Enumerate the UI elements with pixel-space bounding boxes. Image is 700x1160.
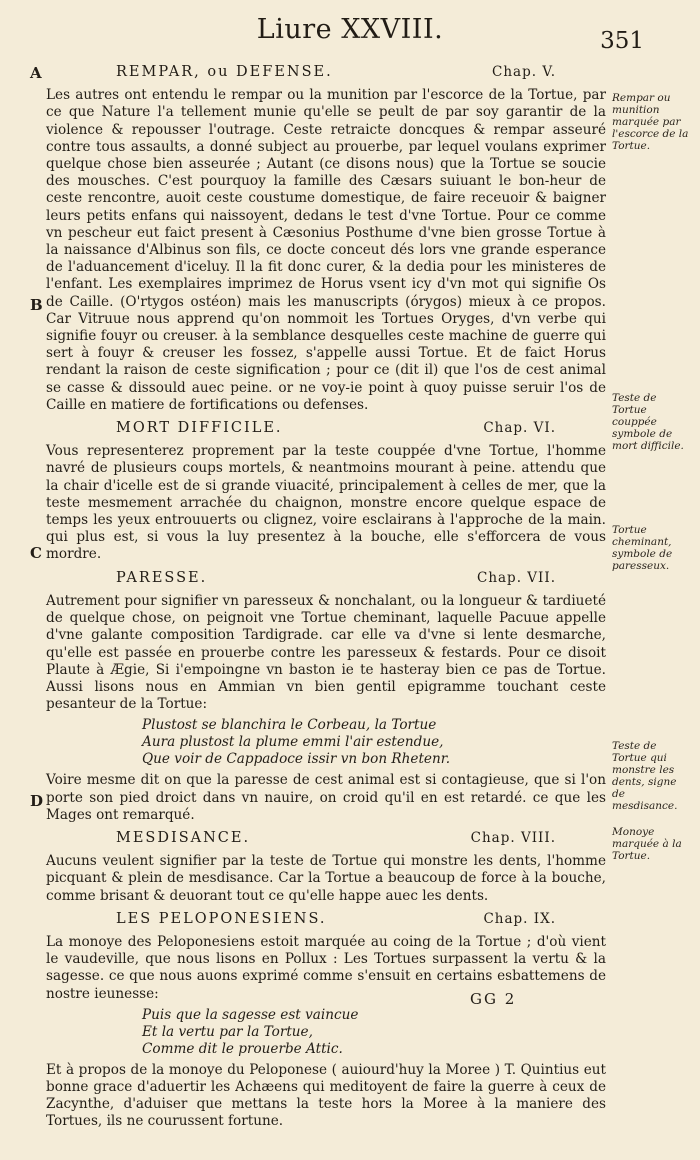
chapter-title: REMPAR, ou DEFENSE. xyxy=(116,64,333,80)
chapter-heading xyxy=(46,911,606,928)
chapter-number: Chap. VII. xyxy=(476,569,556,586)
chapter-heading xyxy=(46,570,606,587)
chapter-heading xyxy=(46,64,606,81)
verse-line: Puis que la sagesse est vaincue xyxy=(142,1006,359,1023)
sidenote: Teste de Tortue couppée symbole de mort difficile. xyxy=(612,392,684,452)
paragraph: Et à propos de la monoye du Peloponese ( auiourd'huy la Moree ) T. Quintius eut bonne grace d'aduertir les Achæens qui meditoyent de faire la guerre à ceux de Zacynthe, d'aduiser que mettans la teste hors la Moree à la maniere des Tortues, ils ne courussent fortune. xyxy=(46,1061,606,1130)
paragraph: Aucuns veulent signifier par la teste de Tortue qui monstre les dents, l'homme picquant & plein de mesdisance. Car la Tortue a beaucoup de force à la bouche, comme brisant & deuorant tout ce qu'elle happe auec les dents. xyxy=(46,853,606,904)
verse-line: Plustost se blanchira le Corbeau, la Tortue xyxy=(142,717,437,734)
chapter-title: MESDISANCE. xyxy=(116,829,251,846)
verse-line: Et la vertu par la Tortue, xyxy=(142,1023,313,1040)
margin-letter-d: D xyxy=(30,792,44,810)
chapter-heading xyxy=(46,420,606,437)
paragraph: Autrement pour signifier vn paresseux & nonchalant, ou la longueur & tardiueté de quelque chose, on peignoit vne Tortue cheminant, laquelle Pacuue appelle d'vne galante composition Tardigrade. car elle va d'vne si lente desmarche, qu'elle est passée en prouerbe contre les paresseux & festards. Pour ce disoit Plaute à Ægie, Si i'empoingne vn baston ie te hasteray bien ce pas de Tortue. Aussi lisons nous en Ammian vn bien gentil epigramme touchant ceste pesanteur de la Tortue: xyxy=(46,592,606,713)
chapter-title: MORT DIFFICILE. xyxy=(116,420,283,437)
chapter-number: Chap. VI. xyxy=(483,420,556,437)
margin-letter-c: C xyxy=(30,544,42,562)
paragraph: La monoye des Peloponesiens estoit marquée au coing de la Tortue ; d'où vient le vaudeville, que nous lisons en Pollux : Les Tortues surpassent la vertu & la sagesse. ce que nous auons exprimé comme s'ensuit en certains esbattemens de nostre ieunesse: xyxy=(46,933,606,1002)
verse-block xyxy=(46,717,606,768)
sidenote: Tortue cheminant, symbole de paresseux. xyxy=(612,524,673,572)
paragraph: Les autres ont entendu le rempar ou la munition par l'escorce de la Tortue, par ce que Nature l'a tellement munie qu'elle se peult de par soy garantir de la violence & repousser l'outrage. Ceste retraicte doncques & rempar asseuré contre tous assaults, a donné subject au prouerbe, par lequel voulans exprimer quelque chose bien asseurée ; Autant (ce disons nous) que la Tortue se soucie des mousches. C'est pourquoy la famille des Cæsars suiuant le bon-heur de ceste rencontre, auoit ceste coustume domestique, de faire receuoir & baigner leurs petits enfans qui naissoyent, dedans le test d'vne Tortue. Pour ce comme vn pescheur eut faict present à Cæsonius Posthume d'vne bien grosse Tortue à la naissance d'Albinus son fils, ce docte conceut dés lors vne grande esperance de l'aduancement d'iceluy. Il la fit donc curer, & la dedia pour les ministeres de l'enfant. Les exemplaires imprimez de Horus vsent icy d'vn mot qui signifie Os de Caille. (O'rtygos ostéon) mais les manuscripts (órygos) mieux à ce propos. Car Vitruue nous apprend qu'on nommoit les Tortues Oryges, d'vn verbe qui signifie fouyr ou creuser. à la semblance desquelles ceste machine de guerre qui sert à fouyr & creuser les fossez, s'appelle aussi Tortue. Et de faict Horus rendant la raison de ceste signification ; pour ce (dit il) que l'os de cest animal se casse & dissould auec peine. or ne voy-ie point à quoy puisse seruir l'os de Caille en matiere de fortifications ou defenses. xyxy=(46,87,606,413)
page-number: 351 xyxy=(600,28,644,54)
chapter-heading xyxy=(46,830,606,847)
margin-letter-b: B xyxy=(30,296,43,314)
sidenote: Rempar ou munition marquée par l'escorce de la Tortue. xyxy=(612,92,689,152)
chapter-number: Chap. IX. xyxy=(483,910,556,927)
signature-mark: GG 2 xyxy=(470,990,517,1008)
chapter-number: Chap. VIII. xyxy=(470,829,556,846)
chapter-title: LES PELOPONESIENS. xyxy=(116,910,327,927)
sidenote: Teste de Tortue qui monstre les dents, signe de mesdisance. xyxy=(612,740,678,812)
verse-block xyxy=(46,1007,606,1058)
paragraph: Voire mesme dit on que la paresse de cest animal est si contagieuse, que si l'on porte son pied droict dans vn nauire, on croid qu'il en est retardé. ce que les Mages ont remarqué. xyxy=(46,772,606,823)
verse-line: Que voir de Cappadoce issir vn bon Rhetenr. xyxy=(142,751,451,768)
chapter-title: PARESSE. xyxy=(116,569,208,586)
verse-line: Aura plustost la plume emmi l'air estendue, xyxy=(142,734,444,751)
verse-line: Comme dit le prouerbe Attic. xyxy=(142,1040,343,1057)
running-head: Liure XXVIII. xyxy=(256,14,444,45)
paragraph: Vous representerez proprement par la teste couppée d'vne Tortue, l'homme navré de plusieurs coups mortels, & neantmoins mourant à peine. attendu que la chair d'icelle est de si grande viuacité, principalement à celles de mer, que la teste mesmement arrachée du chaignon, monstre encore quelque espace de temps les yeux entrouuerts ou clignez, voire esclairans à l'approche de la main. qui plus est, si vous la luy presentez à la bouche, elle s'efforcera de vous mordre. xyxy=(46,443,606,563)
margin-letter-a: A xyxy=(30,64,42,82)
main-text xyxy=(46,58,606,1135)
sidenote: Monoye marquée à la Tortue. xyxy=(612,826,682,862)
chapter-number: Chap. V. xyxy=(492,64,556,80)
